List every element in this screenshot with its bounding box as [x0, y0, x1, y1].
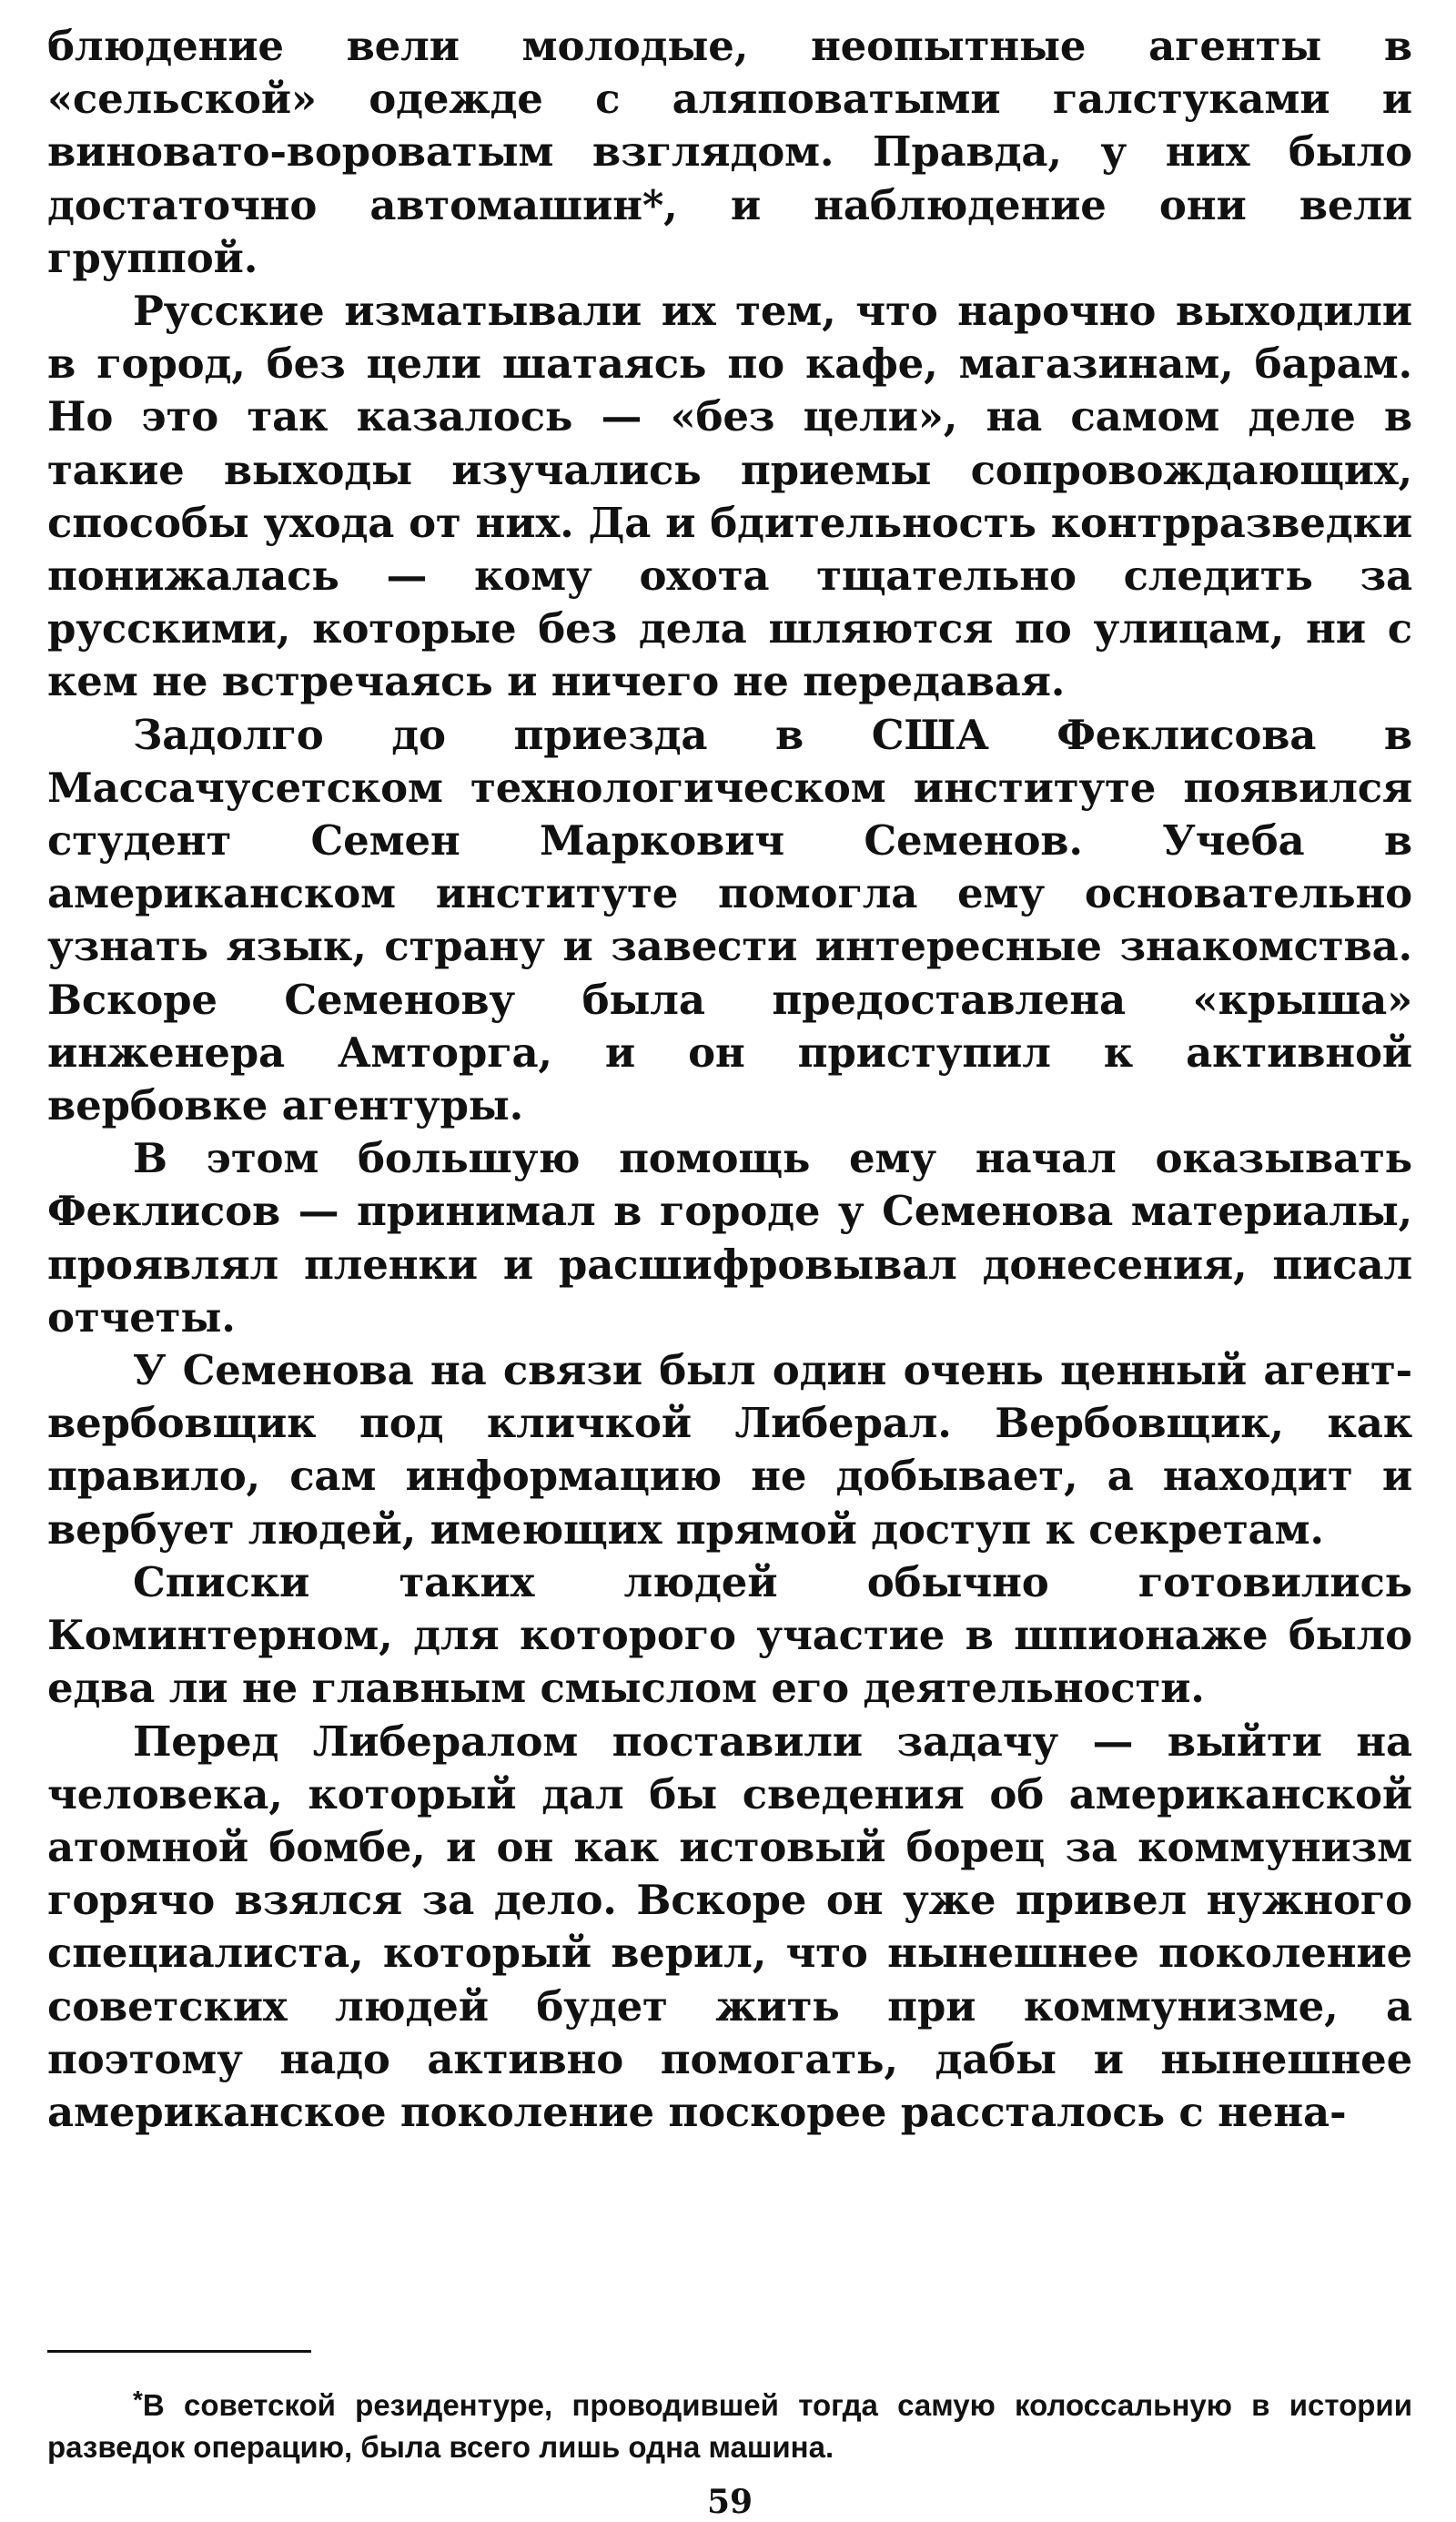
paragraph-4: В этом большую помощь ему начал оказывать Феклисов — принимал в городе у Семенова материалы, проявлял пленки и расшифровывал донесения, писал отчеты. — [47, 1134, 1412, 1342]
footnote-divider — [47, 2350, 311, 2353]
paragraph-1: блюдение вели молодые, неопытные агенты в «сельской» одежде с аляповатыми галстуками и виновато-вороватым взглядом. Правда, у них было достаточно автомашин*, и наблюдение они вели группой. — [47, 22, 1412, 282]
paragraph-7: Перед Либералом поставили задачу — выйти на человека, который дал бы сведения об американской атомной бомбе, и он как истовый борец за коммунизм горячо взялся за дело. Вскоре он уже привел нужного специалиста, который верил, что нынешнее поколение советских людей будет жить при коммунизме, а поэтому надо активно помогать, дабы и нынешнее американское поколение поскорее рассталось с нена- — [47, 1717, 1412, 2136]
footnote — [47, 2379, 1412, 2468]
paragraph-5: У Семенова на связи был один очень ценный агент-вербовщик под кличкой Либерал. Вербовщик, как правило, сам информацию не добывает, а находит и вербует людей, имеющих прямой доступ к секретам. — [47, 1346, 1412, 1554]
footnote-text: В советской резидентуре, проводившей тогда самую колоссальную в истории разведок операцию, была всего лишь одна машина. — [47, 2388, 1412, 2464]
paragraph-2: Русские изматывали их тем, что нарочно выходили в город, без цели шатаясь по кафе, магазинам, барам. Но это так казалось — «без цели», на самом деле в такие выходы изучались приемы сопровождающих, способы ухода от них. Да и бдительность контрразведки понижалась — кому охота тщательно следить за русскими, которые без дела шляются по улицам, ни с кем не встречаясь и ничего не передавая. — [47, 287, 1412, 706]
book-page — [47, 20, 1412, 2521]
main-text — [47, 20, 1412, 2139]
footnote-mark: * — [133, 2385, 143, 2414]
paragraph-3: Задолго до приезда в США Феклисова в Массачусетском технологическом институте появился студент Семен Маркович Семенов. Учеба в американском институте помогла ему основательно узнать язык, страну и завести интересные знакомства. Вскоре Семенову была предоставлена «крыша» инженера Амторга, и он приступил к активной вербовке агентуры. — [47, 710, 1412, 1130]
page-number: 59 — [706, 2483, 753, 2521]
paragraph-6: Списки таких людей обычно готовились Коминтерном, для которого участие в шпионаже было едва ли не главным смыслом его деятельности. — [47, 1557, 1412, 1713]
